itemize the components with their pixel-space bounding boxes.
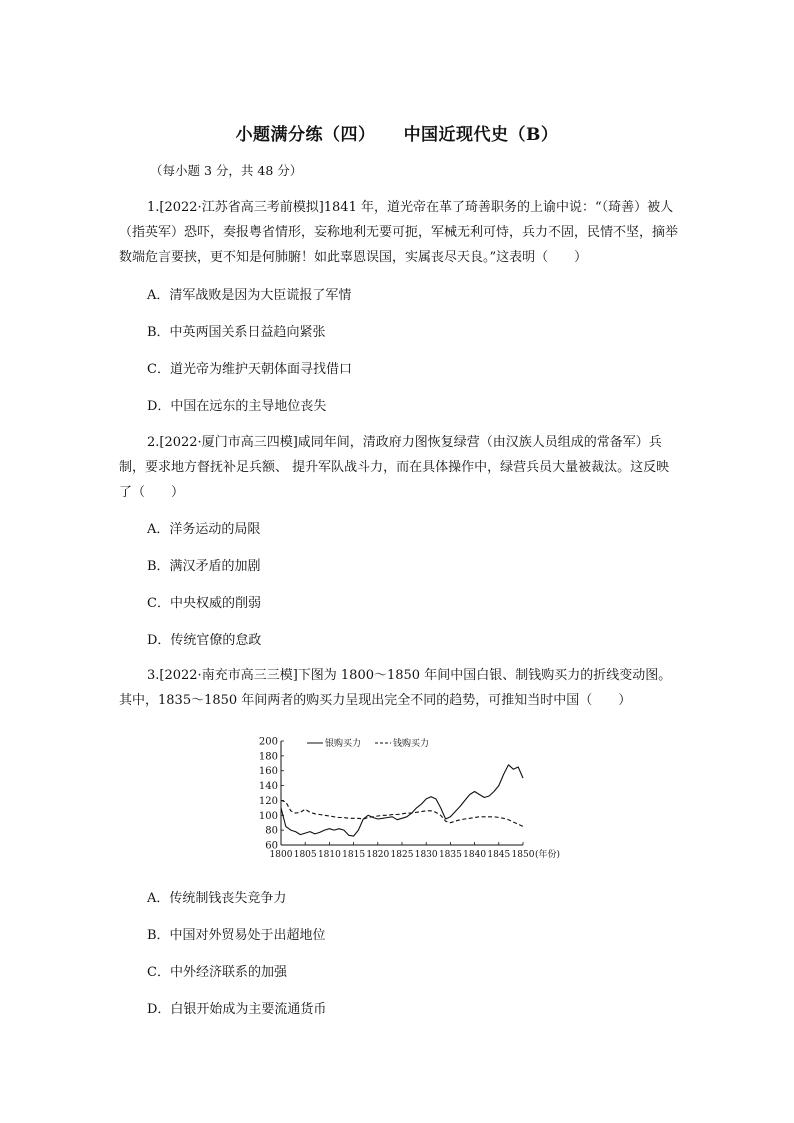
y-tick-label: 100	[258, 810, 278, 822]
question-1-option-d[interactable]: D．中国在远东的主导地位丧失	[147, 399, 327, 414]
x-tick-label: 1805	[293, 850, 317, 860]
x-tick-label: 1840	[463, 850, 487, 860]
x-tick-label: 1850	[511, 850, 535, 860]
question-2-option-b[interactable]: B．满汉矛盾的加剧	[147, 559, 261, 574]
chart-y-ticks	[259, 737, 284, 852]
x-tick-label: 1825	[390, 850, 414, 860]
question-3-option-c[interactable]: C．中外经济联系的加强	[147, 965, 287, 980]
question-3-option-d[interactable]: D．白银开始成为主要流通货币	[147, 1002, 327, 1017]
chart-series-lines	[281, 765, 523, 836]
question-1-option-b[interactable]: B．中英两国关系日益趋向紧张	[147, 325, 326, 340]
score-note: （每小题 3 分，共 48 分）	[150, 163, 303, 178]
title-subject: 中国近现代史（B）	[403, 125, 559, 145]
chart-legend	[307, 737, 429, 749]
question-3-option-a[interactable]: A．传统制钱丧失竞争力	[147, 891, 287, 906]
x-tick-label: 1835	[438, 850, 462, 860]
question-2-text: 2.[2022·厦门市高三四模]咸同年间，清政府力图恢复绿营（由汉族人员组成的常备军）兵制，要求地方督抚补足兵额、 提升军队战斗力，而在具体操作中，绿营兵员大量被裁汰。这反映了（ ）	[119, 435, 670, 500]
x-tick-label: 1820	[366, 850, 390, 860]
chart-axes	[281, 741, 523, 845]
legend-label-1: 银购买力	[325, 739, 362, 749]
question-3-option-b[interactable]: B．中国对外贸易处于出超地位	[147, 928, 326, 943]
y-tick-label: 120	[258, 795, 278, 807]
y-tick-label: 140	[258, 781, 278, 793]
series-line-1	[281, 765, 523, 836]
question-1-option-a[interactable]: A．清军战败是因为大臣谎报了军情	[147, 288, 352, 303]
y-tick-label: 180	[258, 751, 278, 763]
y-tick-label: 80	[265, 825, 278, 837]
question-3-stem	[119, 663, 679, 713]
question-1-stem	[119, 195, 679, 270]
y-tick-label: 60	[265, 840, 278, 852]
question-2-option-c[interactable]: C．中央权威的削弱	[147, 596, 261, 611]
y-tick-label: 200	[258, 736, 278, 748]
question-3-text: 3.[2022·南充市高三三模]下图为 1800～1850 年间中国白银、制钱购买力的折线变动图。其中，1835～1850 年间两者的购买力呈现出完全不同的趋势，可推知当时中国（ ）	[119, 668, 672, 708]
page-title	[0, 120, 794, 145]
x-tick-label: 1800	[269, 850, 293, 860]
x-tick-label: 1810	[317, 850, 341, 860]
question-1-text: 1.[2022·江苏省高三考前模拟]1841 年，道光帝在革了琦善职务的上谕中说：“（琦善）被人（指英军）恐吓，奏报粤省情形，妄称地利无要可扼，军械无利可恃，兵力不固，民情不坚，摘举数端危言要挟，更不知是何肺腑！如此辜恩误国，实属丧尽天良。”这表明（ ）	[119, 200, 679, 265]
y-tick-label: 160	[258, 766, 278, 778]
x-tick-label: 1815	[342, 850, 366, 860]
series-line-2	[281, 800, 523, 826]
x-tick-label: 1830	[414, 850, 438, 860]
x-tick-label: 1845	[487, 850, 511, 860]
question-1-option-c[interactable]: C．道光帝为维护天朝体面寻找借口	[147, 362, 352, 377]
question-2-option-a[interactable]: A．洋务运动的局限	[147, 522, 261, 537]
x-axis-unit-label: (年份)	[535, 850, 561, 860]
legend-label-2: 钱购买力	[393, 739, 430, 749]
question-2-stem	[119, 430, 679, 505]
question-2-option-d[interactable]: D．传统官僚的怠政	[147, 633, 262, 648]
purchasing-power-chart	[255, 733, 575, 863]
title-main: 小题满分练（四）	[235, 125, 376, 145]
